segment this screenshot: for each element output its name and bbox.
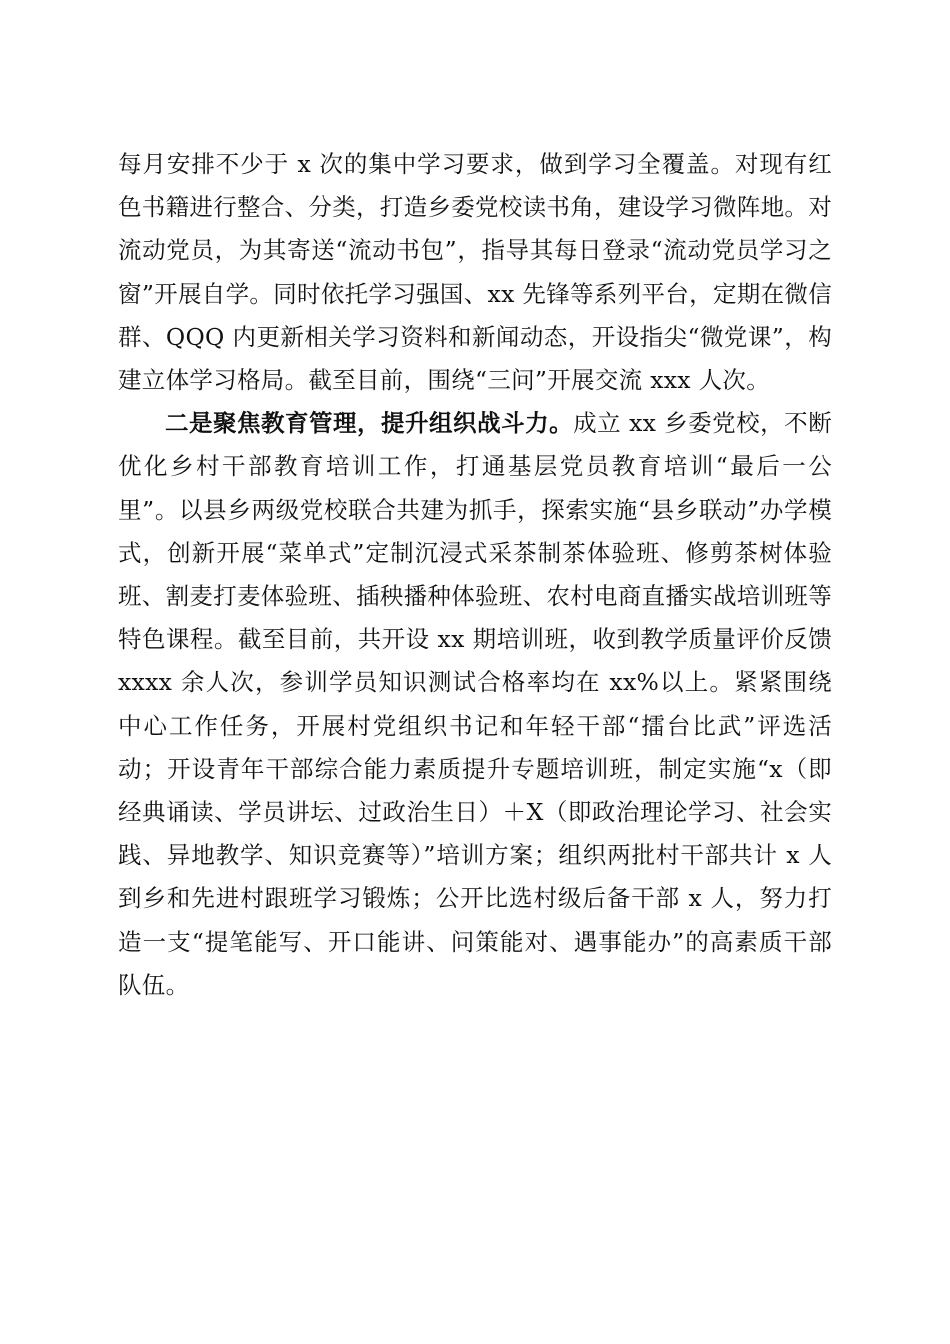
paragraph-education-management — [118, 402, 832, 1007]
paragraph-lead-sentence: 二是聚焦教育管理，提升组织战斗力。 — [165, 409, 574, 438]
document-body — [118, 143, 832, 1007]
paragraph-continued: 每月安排不少于 x 次的集中学习要求，做到学习全覆盖。对现有红色书籍进行整合、分类，打造乡委党校读书角，建设学习微阵地。对流动党员，为其寄送“流动书包”，指导其每日登录“流动党员学习之窗”开展自学。同时依托学习强国、xx 先锋等系列平台，定期在微信群、QQQ 内更新相关学习资料和新闻动态，开设指尖“微党课”，构建立体学习格局。截至目前，围绕“三问”开展交流 xxx 人次。 — [118, 150, 832, 395]
paragraph-body-text: 成立 xx 乡委党校，不断优化乡村干部教育培训工作，打通基层党员教育培训“最后一公里”。以县乡两级党校联合共建为抓手，探索实施“县乡联动”办学模式，创新开展“菜单式”定制沉浸式采茶制茶体验班、修剪茶树体验班、割麦打麦体验班、插秧播种体验班、农村电商直播实战培训班等特色课程。截至目前，共开设 xx 期培训班，收到教学质量评价反馈 xxxx 余人次，参训学员知识测试合格率均在 xx%以上。紧紧围绕中心工作任务，开展村党组织书记和年轻干部“擂台比武”评选活动；开设青年干部综合能力素质提升专题培训班，制定实施“x（即经典诵读、学员讲坛、过政治生日）＋X（即政治理论学习、社会实践、异地教学、知识竞赛等）”培训方案；组织两批村干部共计 x 人到乡和先进村跟班学习锻炼；公开比选村级后备干部 x 人，努力打造一支“提笔能写、开口能讲、问策能对、遇事能办”的高素质干部队伍。 — [118, 409, 832, 999]
